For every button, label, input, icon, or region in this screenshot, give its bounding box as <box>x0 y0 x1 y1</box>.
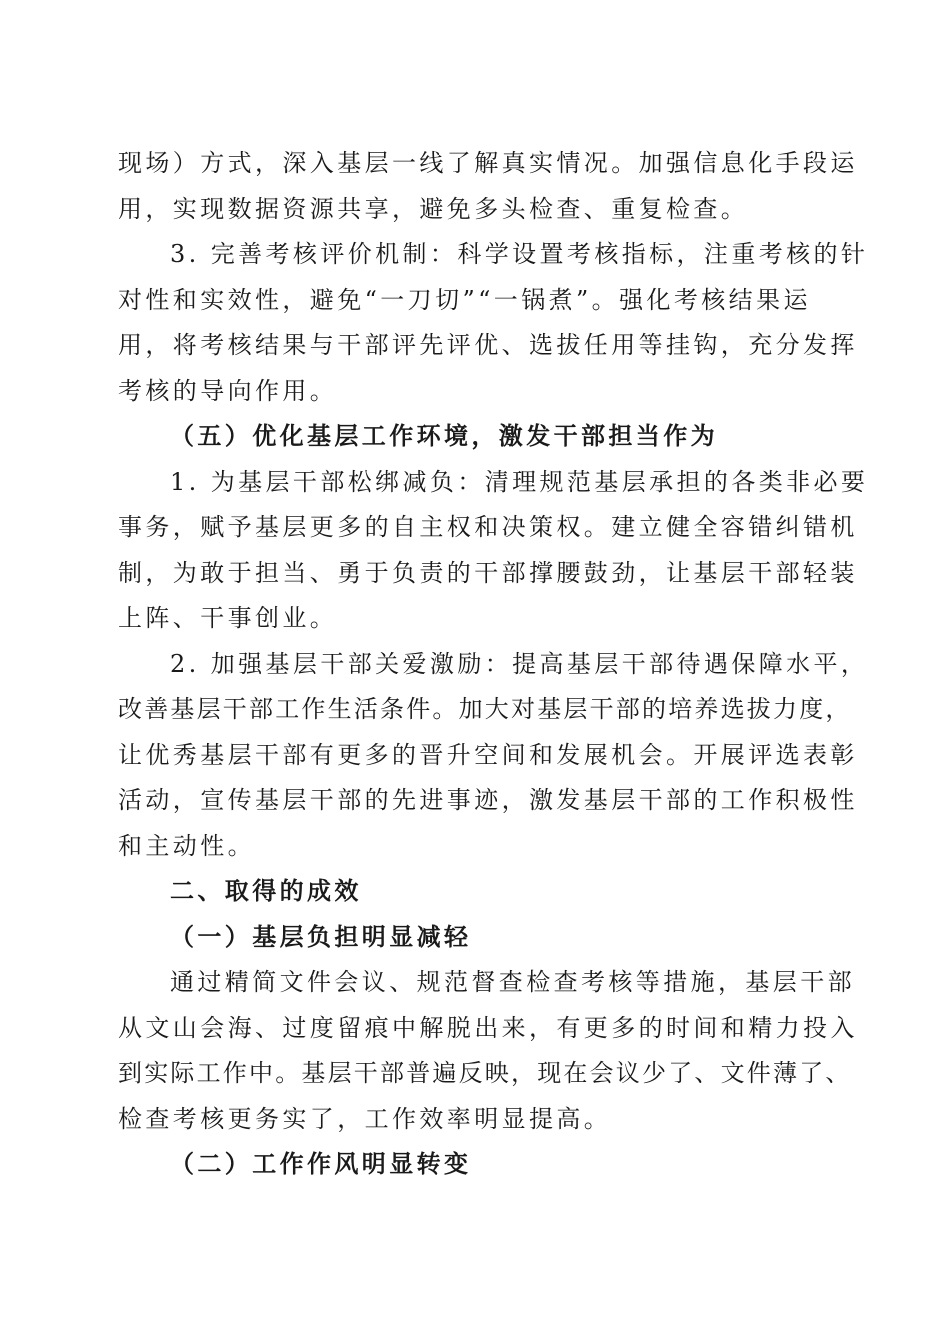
numbered-item-1: 1. 为基层干部松绑减负：清理规范基层承担的各类非必要 <box>170 467 869 496</box>
body-text-line: 让优秀基层干部有更多的晋升空间和发展机会。开展评选表彰 <box>118 740 858 769</box>
body-text-line: 事务，赋予基层更多的自主权和决策权。建立健全容错纠错机 <box>118 513 858 541</box>
section-heading-5: （五）优化基层工作环境，激发干部担当作为 <box>170 422 718 450</box>
body-text-line: 上阵、干事创业。 <box>118 604 338 632</box>
chapter-heading-2: 二、取得的成效 <box>170 877 362 905</box>
numbered-item-3: 3. 完善考核评价机制：科学设置考核指标，注重考核的针 <box>170 240 869 268</box>
body-text-line: 现场）方式，深入基层一线了解真实情况。加强信息化手段运 <box>118 149 858 177</box>
body-text-line: 从文山会海、过度留痕中解脱出来，有更多的时间和精力投入 <box>118 1013 858 1042</box>
body-text-line: 检查考核更务实了，工作效率明显提高。 <box>118 1104 612 1133</box>
section-heading-1: （一）基层负担明显减轻 <box>170 922 472 951</box>
body-text-line: 用，将考核结果与干部评先评优、选拔任用等挂钩，充分发挥 <box>118 331 858 359</box>
document-body <box>118 141 869 1188</box>
section-heading-2: （二）工作作风明显转变 <box>170 1150 472 1178</box>
body-text-line: 活动，宣传基层干部的先进事迹，激发基层干部的工作积极性 <box>118 786 858 814</box>
body-text-line: 通过精简文件会议、规范督查检查考核等措施，基层干部 <box>170 968 855 996</box>
body-text-line: 用，实现数据资源共享，避免多头检查、重复检查。 <box>118 194 749 223</box>
body-text-line: 考核的导向作用。 <box>118 376 338 405</box>
body-text-line: 改善基层干部工作生活条件。加大对基层干部的培养选拔力度， <box>118 695 852 723</box>
numbered-item-2: 2. 加强基层干部关爱激励：提高基层干部待遇保障水平， <box>170 649 869 678</box>
body-text-line: 和主动性。 <box>118 831 255 860</box>
body-text-line: 制，为敢于担当、勇于负责的干部撑腰鼓劲，让基层干部轻装 <box>118 558 858 587</box>
body-text-line: 到实际工作中。基层干部普遍反映，现在会议少了、文件薄了、 <box>118 1059 852 1087</box>
body-text-line: 对性和实效性，避免“一刀切”“一锅煮”。强化考核结果运 <box>118 285 811 314</box>
